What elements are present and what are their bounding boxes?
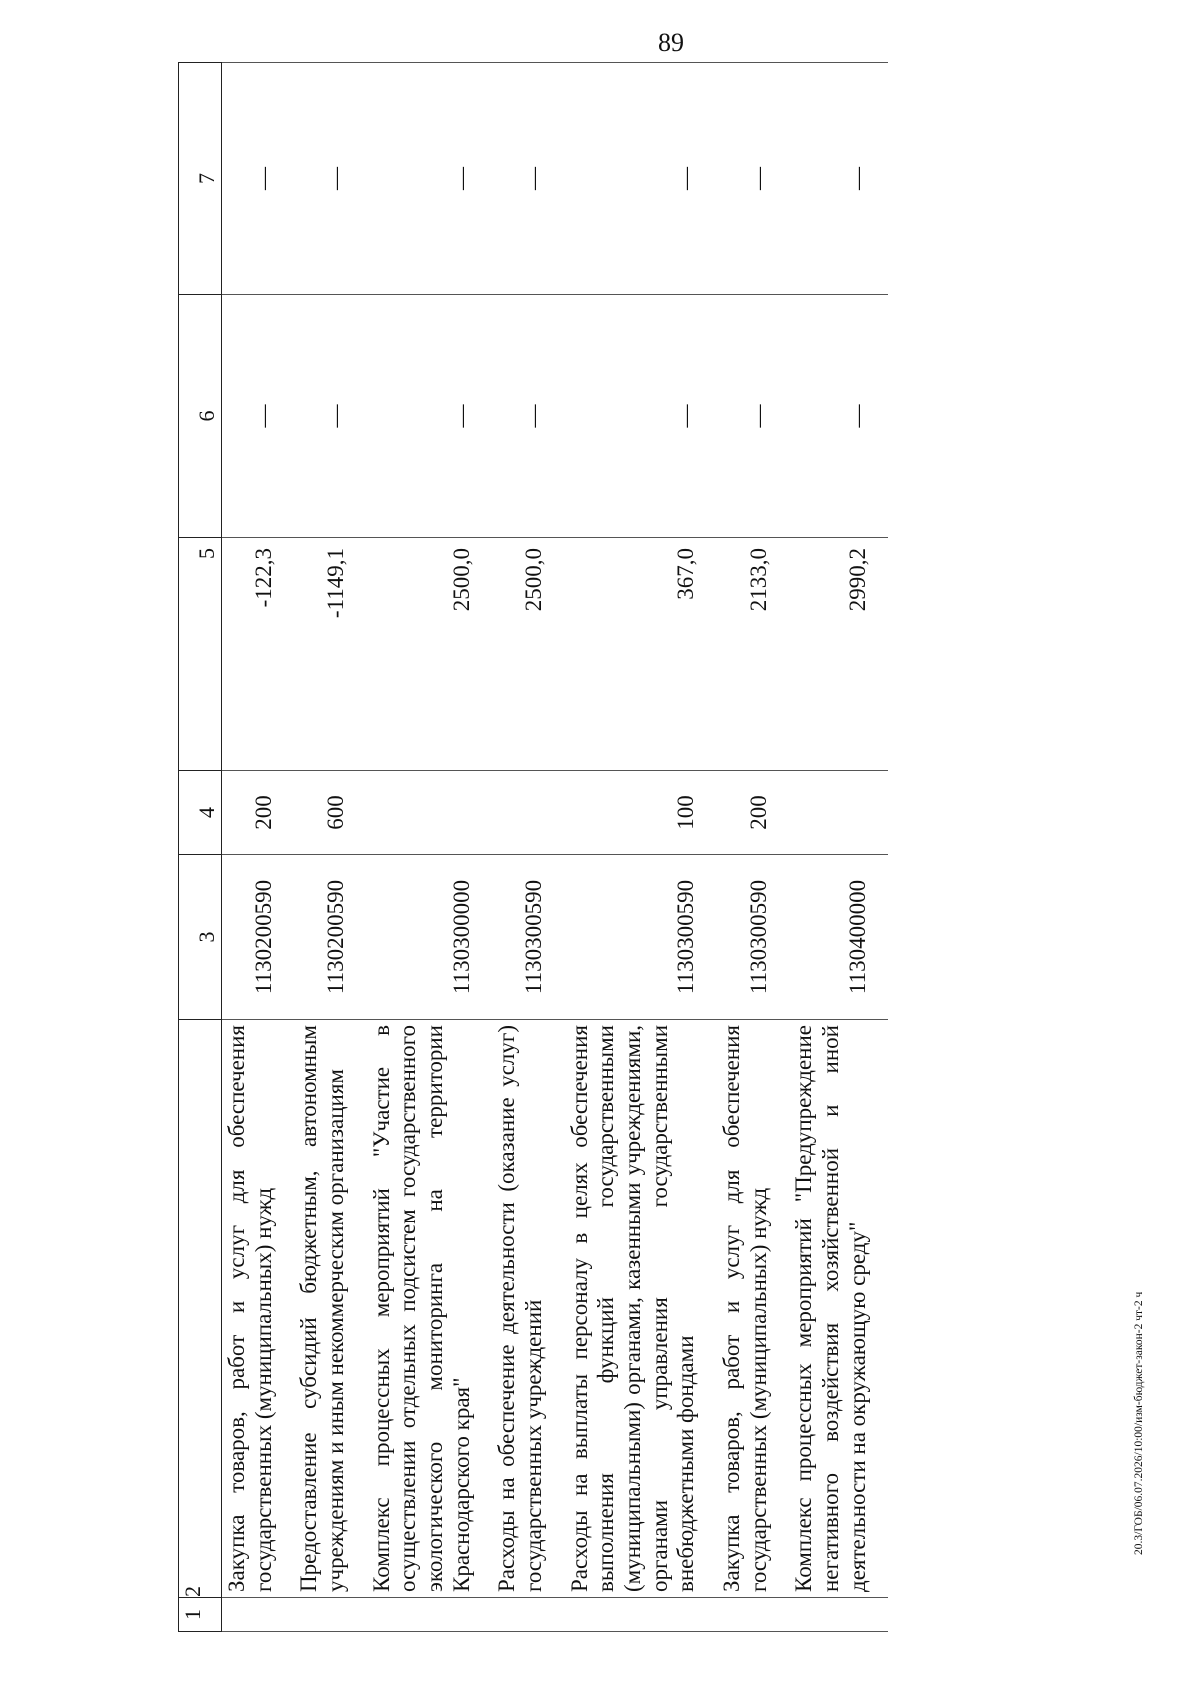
header-col-4: 4 xyxy=(179,771,222,855)
row-code: 1130300590 xyxy=(717,855,789,1020)
row-code: 1130300590 xyxy=(565,855,717,1020)
row-type xyxy=(789,771,888,855)
row-type: 100 xyxy=(565,771,717,855)
header-col-3: 3 xyxy=(179,855,222,1020)
row-name: Закупка товаров, работ и услуг для обеспечения государственных (муниципальных) нужд xyxy=(717,1020,789,1598)
row-col6: — xyxy=(367,295,493,538)
row-col6: — xyxy=(789,295,888,538)
table-row xyxy=(565,63,717,1632)
header-row xyxy=(179,63,222,1632)
table-row xyxy=(222,63,295,1632)
row-type xyxy=(367,771,493,855)
row-code: 1130300000 xyxy=(367,855,493,1020)
row-name: Комплекс процессных мероприятий "Участие в осуществлении отдельных подсистем государственного экологического мониторинга на территории Краснодарского края" xyxy=(367,1020,493,1598)
row-col7: — xyxy=(565,63,717,295)
row-amount: 367,0 xyxy=(565,538,717,771)
budget-table xyxy=(178,62,888,1632)
row-col7: — xyxy=(717,63,789,295)
header-col-7: 7 xyxy=(179,63,222,295)
row-col7: — xyxy=(294,63,366,295)
row-col6: — xyxy=(492,295,564,538)
row-amount: -122,3 xyxy=(222,538,295,771)
row-col7: — xyxy=(222,63,295,295)
table-row xyxy=(717,63,789,1632)
row-name: Закупка товаров, работ и услуг для обеспечения государственных (муниципальных) нужд xyxy=(222,1020,295,1598)
table-row xyxy=(367,63,493,1632)
row-col7: — xyxy=(367,63,493,295)
row-name: Предоставление субсидий бюджетным, автономным учреждениям и иным некоммерческим организациям xyxy=(294,1020,366,1598)
table-row xyxy=(294,63,366,1632)
table-row xyxy=(789,63,888,1632)
row-col7: — xyxy=(789,63,888,295)
row-code: 1130200590 xyxy=(222,855,295,1020)
row-type xyxy=(492,771,564,855)
row-name: Расходы на обеспечение деятельности (оказание услуг) государственных учреждений xyxy=(492,1020,564,1598)
row-amount: 2500,0 xyxy=(367,538,493,771)
budget-table-sheet xyxy=(178,80,1118,1632)
header-col-1: 1 xyxy=(179,1598,222,1632)
row-col6: — xyxy=(222,295,295,538)
header-col-6: 6 xyxy=(179,295,222,538)
row-type: 200 xyxy=(717,771,789,855)
page-number: 89 xyxy=(658,28,684,57)
row-code: 1130200590 xyxy=(294,855,366,1020)
row-col7: — xyxy=(492,63,564,295)
document-footer: 20.3/ГОБ/06.07.2026/10:00/изм-бюджет-закон-2 чт-2 ч xyxy=(1133,1291,1145,1555)
header-col-2: 2 xyxy=(179,1020,222,1598)
row-amount: -1149,1 xyxy=(294,538,366,771)
table-row xyxy=(492,63,564,1632)
row-amount: 2133,0 xyxy=(717,538,789,771)
row-type: 200 xyxy=(222,771,295,855)
row-name: Комплекс процессных мероприятий "Предупреждение негативного воздействия хозяйственной и иной деятельности на окружающую среду" xyxy=(789,1020,888,1598)
header-col-5: 5 xyxy=(179,538,222,771)
row-amount: 2500,0 xyxy=(492,538,564,771)
row-col6: — xyxy=(565,295,717,538)
row-code: 1130300590 xyxy=(492,855,564,1020)
row-col6: — xyxy=(717,295,789,538)
row-name: Расходы на выплаты персоналу в целях обеспечения выполнения функций государственными (муниципальными) органами, казенными учреждениями, органами управления государственными внебюджетными фондами xyxy=(565,1020,717,1598)
row-amount: 2990,2 xyxy=(789,538,888,771)
row-code: 1130400000 xyxy=(789,855,888,1020)
row-col6: — xyxy=(294,295,366,538)
row-type: 600 xyxy=(294,771,366,855)
